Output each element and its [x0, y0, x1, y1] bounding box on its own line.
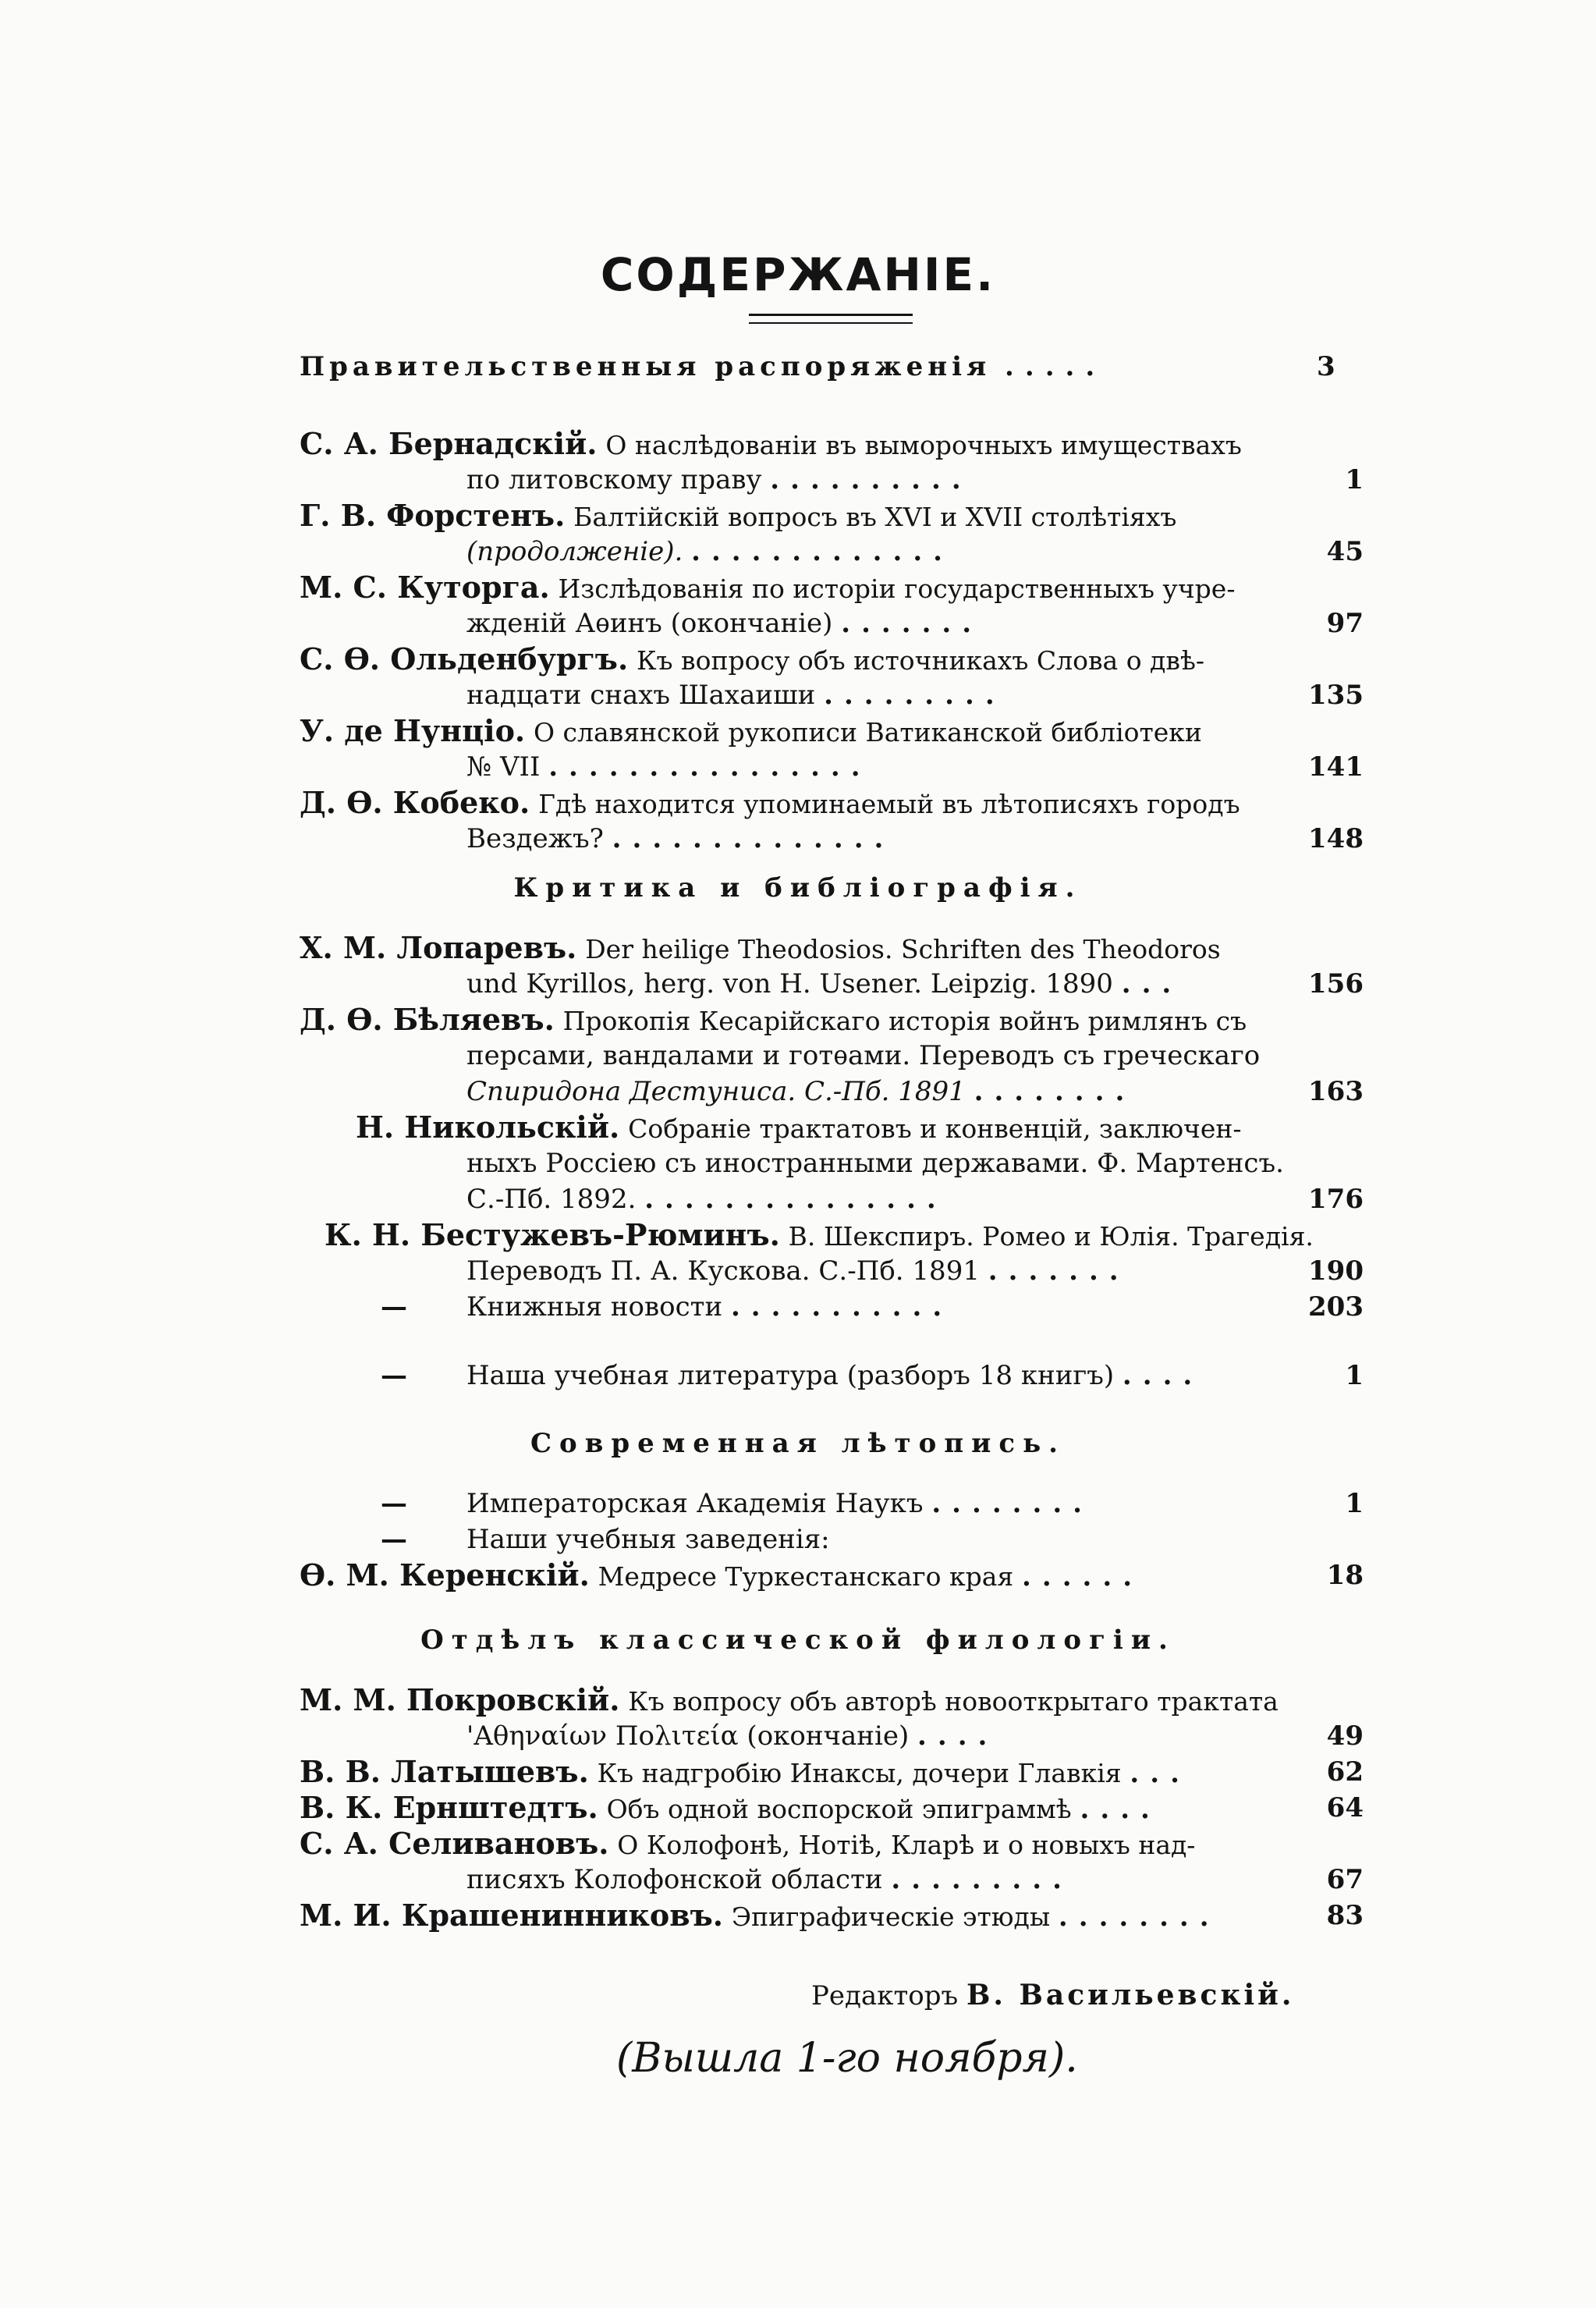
toc-entry-cont	[466, 535, 1364, 568]
toc-entry-cont	[466, 1075, 1364, 1108]
title-line: Der heilige Theodosios. Schriften des Theodoros	[585, 934, 1221, 964]
author: С. А. Бернадскій.	[300, 426, 598, 461]
toc-entry	[300, 1684, 1318, 1718]
author: Г. В. Форстенъ.	[300, 498, 566, 533]
title-line: О наслѣдованіи въ выморочныхъ имуществахъ	[605, 430, 1242, 460]
toc-entry-cont	[466, 679, 1364, 712]
leader-dots: ...........	[730, 1291, 953, 1323]
editor-name: В. Васильевскій.	[966, 1979, 1295, 2012]
title-line: (продолженіе).	[466, 536, 683, 567]
title-line: Изслѣдованія по исторіи государственныхъ учре-	[558, 573, 1236, 604]
toc-entry-cont	[466, 751, 1364, 783]
toc-entry-cont	[466, 1147, 1318, 1180]
dash: —	[381, 1360, 407, 1391]
leader-dots: .........	[824, 680, 1005, 711]
toc-entry-cont	[466, 1863, 1364, 1896]
leader-dots: ..........	[770, 464, 972, 495]
section-critique-heading: Критика и библіографія.	[513, 872, 1083, 904]
leader-dots: ........	[974, 1076, 1136, 1107]
page-number: 1	[1345, 464, 1364, 495]
leader-dots: ....	[917, 1720, 998, 1752]
gov-dots: .....	[1005, 351, 1106, 382]
page-title: СОДЕРЖАНІЕ.	[600, 248, 996, 301]
leader-dots: .............	[691, 536, 953, 567]
toc-entry	[300, 1827, 1318, 1862]
leader-dots: ...	[1130, 1758, 1190, 1789]
toc-entry	[300, 1003, 1318, 1038]
title-line: надцати снахъ Шахаиши	[466, 680, 816, 711]
release-note: (Вышла 1-го ноября).	[616, 2035, 1078, 2082]
title-line: Собраніе трактатовъ и конвенцій, заключен-	[628, 1113, 1242, 1144]
author: В. В. Латышевъ.	[300, 1754, 589, 1789]
toc-entry-cont	[466, 1039, 1318, 1072]
toc-entry-cont	[466, 463, 1364, 496]
title-line: Медресе Туркестанскаго края	[598, 1561, 1014, 1592]
leader-dots: ........	[1058, 1901, 1220, 1933]
title-line: ныхъ Россіею съ иностранными державами. Ф. Мартенсъ.	[466, 1148, 1284, 1179]
author: С. Ѳ. Ольденбургъ.	[300, 641, 629, 676]
toc-entry-cont	[466, 607, 1364, 640]
author: С. А. Селивановъ.	[300, 1826, 609, 1861]
title-rule	[749, 314, 913, 324]
author: Д. Ѳ. Бѣляевъ.	[300, 1002, 555, 1037]
toc-entry	[300, 1557, 1364, 1593]
author: М. С. Куторга.	[300, 570, 550, 605]
toc-entry-cont	[466, 822, 1364, 855]
toc-entry	[300, 1790, 1364, 1826]
dash: —	[381, 1488, 407, 1519]
toc-entry	[300, 643, 1318, 677]
author: К. Н. Бестужевъ-Рюминъ.	[325, 1217, 780, 1252]
page-number: 190	[1308, 1255, 1364, 1287]
toc-entry	[381, 1523, 1318, 1556]
title-line: О славянской рукописи Ватиканской библіотеки	[533, 717, 1202, 747]
leader-dots: ........	[931, 1488, 1094, 1519]
leader-dots: ..............	[612, 823, 895, 854]
page-number: 45	[1326, 536, 1364, 567]
title-line: жденій Аѳинъ (окончаніе)	[466, 608, 833, 639]
page-number: 1	[1345, 1488, 1364, 1519]
title-line: Спиридона Дестуниса. С.-Пб. 1891	[466, 1076, 966, 1107]
page-number: 156	[1308, 968, 1364, 1000]
toc-entry-cont	[466, 968, 1364, 1000]
author: Х. М. Лопаревъ.	[300, 930, 577, 965]
page-number: 176	[1308, 1184, 1364, 1215]
toc-entry-cont	[466, 1720, 1364, 1752]
title-line: № VII	[466, 751, 541, 783]
author: Ѳ. М. Керенскій.	[300, 1557, 590, 1593]
page-number: 67	[1326, 1864, 1364, 1895]
toc-entry	[300, 715, 1318, 749]
toc-entry	[300, 1219, 1318, 1253]
toc-entry	[300, 786, 1318, 821]
title-line: С.-Пб. 1892.	[466, 1184, 637, 1215]
page-number: 83	[1326, 1900, 1364, 1931]
toc-entry	[300, 932, 1318, 966]
author: Д. Ѳ. Кобеко.	[300, 785, 530, 820]
title-line: О Колофонѣ, Нотіѣ, Кларѣ и о новыхъ над-	[617, 1830, 1196, 1860]
page-number: 1	[1345, 1360, 1364, 1391]
title-line: Наши учебныя заведенія:	[466, 1524, 830, 1555]
title-line: Къ надгробію Инаксы, дочери Главкія	[597, 1758, 1122, 1788]
leader-dots: ...	[1121, 968, 1183, 1000]
toc-entry	[381, 1359, 1364, 1392]
toc-entry	[300, 428, 1318, 462]
page-number: 135	[1308, 680, 1364, 711]
page-number: 62	[1326, 1756, 1364, 1788]
toc-entry	[300, 1898, 1364, 1933]
title-line: Переводъ П. А. Кускова. С.-Пб. 1891	[466, 1255, 980, 1287]
toc-entry	[300, 499, 1318, 534]
toc-entry	[300, 1111, 1318, 1145]
leader-dots: .......	[841, 608, 983, 639]
page-number: 163	[1308, 1076, 1364, 1107]
title-line: Къ вопросу объ источникахъ Слова о двѣ-	[637, 645, 1204, 676]
page-number: 18	[1326, 1560, 1364, 1591]
page-number: 148	[1308, 823, 1364, 854]
title-line: 'Αθηναίων Πολιτεία (окончаніе)	[466, 1720, 910, 1752]
title-line: Вездежъ?	[466, 823, 604, 854]
leader-dots: ....	[1080, 1794, 1161, 1825]
title-line: персами, вандалами и готѳами. Переводъ съ греческаго	[466, 1040, 1261, 1071]
title-line: писяхъ Колофонской области	[466, 1864, 883, 1895]
title-line: В. Шекспиръ. Ромео и Юлія. Трагедія.	[788, 1221, 1314, 1252]
editor-label: Редакторъ	[811, 1980, 959, 2012]
section-gov-heading	[300, 351, 1335, 382]
title-line: Императорская Академія Наукъ	[466, 1488, 924, 1519]
toc-entry	[381, 1291, 1364, 1323]
author: У. де Нунціо.	[300, 713, 526, 748]
page-number: 97	[1326, 608, 1364, 639]
section-classics-heading: Отдѣлъ классической филологіи.	[420, 1624, 1176, 1656]
author: М. И. Крашенинниковъ.	[300, 1898, 724, 1933]
title-line: Прокопія Кесарійскаго исторія войнъ римлянъ съ	[562, 1006, 1247, 1036]
page-number: 49	[1326, 1720, 1364, 1752]
toc-entry-cont	[466, 1183, 1364, 1216]
toc-entry	[381, 1487, 1364, 1520]
leader-dots: .......	[988, 1255, 1130, 1287]
dash: —	[381, 1524, 407, 1555]
page-number: 203	[1308, 1291, 1364, 1323]
title-line: Наша учебная литература (разборъ 18 книгъ)	[466, 1360, 1115, 1391]
toc-entry	[300, 571, 1318, 605]
editor-line	[811, 1979, 1294, 2012]
title-line: und Kyrillos, herg. von H. Usener. Leipzig. 1890	[466, 968, 1113, 1000]
author: М. М. Покровскій.	[300, 1682, 620, 1717]
title-line: Балтійскій вопросъ въ XVI и XVII столѣтіяхъ	[573, 502, 1177, 532]
title-line: Гдѣ находится упоминаемый въ лѣтописяхъ городъ	[538, 789, 1240, 819]
section-chronicle-heading: Современная лѣтопись.	[530, 1428, 1066, 1459]
dash: —	[381, 1291, 407, 1323]
page-number: 64	[1326, 1792, 1364, 1823]
leader-dots: ......	[1022, 1561, 1144, 1593]
title-line: Эпиграфическіе этюды	[731, 1901, 1051, 1932]
page-number: 141	[1308, 751, 1364, 783]
title-line: по литовскому праву	[466, 464, 762, 495]
author: В. К. Ернштедтъ.	[300, 1790, 598, 1825]
gov-page: 3	[1317, 351, 1335, 382]
leader-dots: ...............	[644, 1184, 947, 1215]
author: Н. Никольскій.	[356, 1110, 620, 1145]
gov-heading-text: Правительственныя распоряженія	[300, 351, 991, 382]
toc-entry	[300, 1754, 1364, 1790]
title-line: Объ одной воспорской эпиграммѣ	[606, 1794, 1072, 1824]
leader-dots: .........	[891, 1864, 1073, 1895]
toc-entry-cont	[466, 1255, 1364, 1287]
leader-dots: ....	[1122, 1360, 1204, 1391]
title-line: Книжныя новости	[466, 1291, 723, 1323]
leader-dots: ................	[548, 751, 871, 783]
title-line: Къ вопросу объ авторѣ новооткрытаго трактата	[628, 1686, 1279, 1717]
